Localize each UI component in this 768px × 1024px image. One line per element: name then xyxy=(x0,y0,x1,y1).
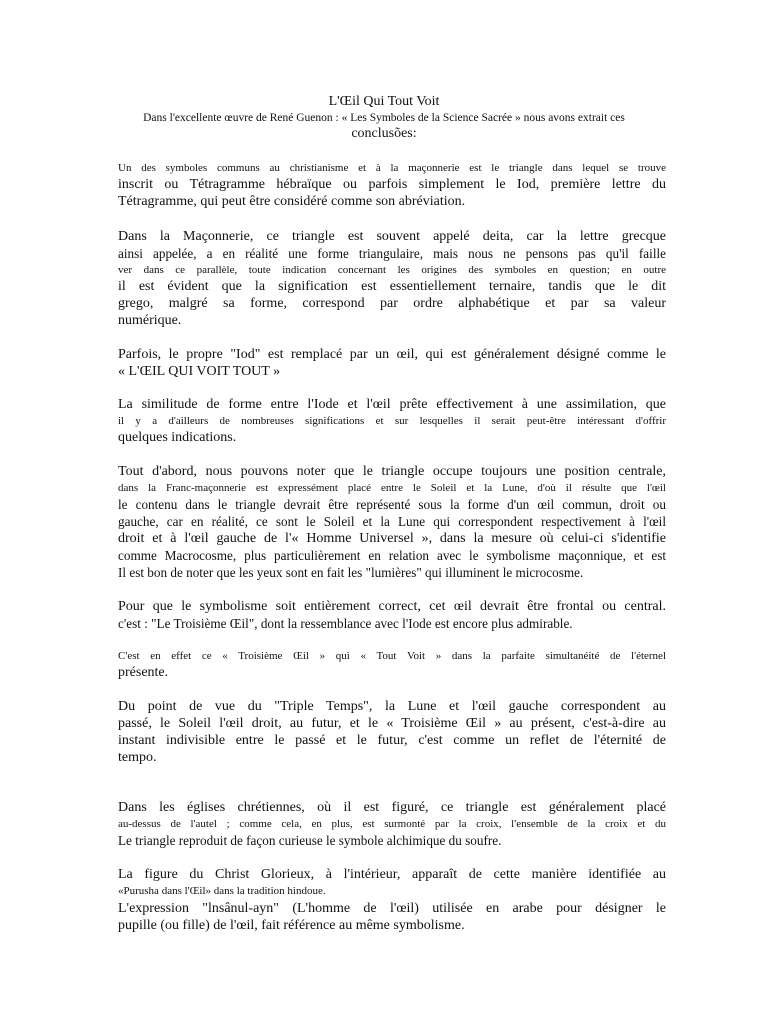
paragraph-line: le contenu dans le triangle devrait être représenté sous la forme d'un œil commun, droit ou xyxy=(118,497,666,512)
paragraph-1 xyxy=(118,160,666,210)
paragraph-line: grego, malgré sa forme, correspond par ordre alphabétique et par sa valeur xyxy=(118,296,666,311)
paragraph-line: numérique. xyxy=(118,313,182,328)
paragraph-line: La similitude de forme entre l'Iode et l'œil prête effectivement à une assimilation, que xyxy=(118,397,666,412)
paragraph-line: dans la Franc-maçonnerie est expressément placé entre le Soleil et la Lune, d'où il résulte que l'œil xyxy=(118,482,666,494)
paragraph-6 xyxy=(118,598,666,632)
paragraph-9 xyxy=(118,799,666,849)
paragraph-8 xyxy=(118,698,666,766)
paragraph-3 xyxy=(118,346,666,380)
paragraph-line: il est évident que la signification est essentiellement ternaire, tandis que le dit xyxy=(118,279,666,294)
paragraph-5 xyxy=(118,463,666,581)
paragraph-line: La figure du Christ Glorieux, à l'intérieur, apparaît de cette manière identifiée au xyxy=(118,867,666,882)
paragraph-line: Dans la Maçonnerie, ce triangle est souvent appelé deita, car la lettre grecque xyxy=(118,229,666,244)
paragraph-line: «Purusha dans l'Œil» dans la tradition hindoue. xyxy=(118,885,326,897)
paragraph-line: Tétragramme, qui peut être considéré comme son abréviation. xyxy=(118,194,466,209)
paragraph-line: Parfois, le propre "Iod" est remplacé par un œil, qui est généralement désigné comme le xyxy=(118,347,666,362)
paragraph-line: il y a d'ailleurs de nombreuses significations et sur lesquelles il serait peut-être intéressant d'offrir xyxy=(118,415,666,427)
paragraph-line: ainsi appelée, a en réalité une forme triangulaire, mais nous ne pensons pas qu'il faille xyxy=(118,246,666,261)
paragraph-line: « L'ŒIL QUI VOIT TOUT » xyxy=(118,364,281,379)
paragraph-line: gauche, car en réalité, ce sont le Soleil et la Lune qui correspondent respectivement à l'œil xyxy=(118,514,666,529)
paragraph-line: passé, le Soleil l'œil droit, au futur, et le « Troisième Œil » au présent, c'est-à-dire au xyxy=(118,716,666,731)
paragraph-line: L'expression "lnsânul-ayn" (L'homme de l'œil) utilisée en arabe pour désigner le xyxy=(118,901,666,916)
paragraph-line: Il est bon de noter que les yeux sont en fait les "lumières" qui illuminent le microcosme. xyxy=(118,565,584,580)
paragraph-2 xyxy=(118,228,666,329)
paragraph-7 xyxy=(118,648,666,681)
paragraph-10 xyxy=(118,866,666,899)
paragraph-line: Le triangle reproduit de façon curieuse le symbole alchimique du soufre. xyxy=(118,833,502,848)
page-title: L'Œil Qui Tout Voit xyxy=(328,94,440,109)
paragraph-line: inscrit ou Tétragramme hébraïque ou parfois simplement le Iod, première lettre du xyxy=(118,177,666,192)
paragraph-line: droit et à l'œil gauche de l'« Homme Universel », dans la mesure où celui-ci s'identifie xyxy=(118,531,666,546)
paragraph-line: comme Macrocosme, plus particulièrement en relation avec le symbolisme maçonnique, et est xyxy=(118,548,666,563)
paragraph-line: quelques indications. xyxy=(118,430,237,445)
paragraph-line: Du point de vue du "Triple Temps", la Lune et l'œil gauche correspondent au xyxy=(118,699,666,714)
paragraph-4 xyxy=(118,396,666,446)
paragraph-line: Tout d'abord, nous pouvons noter que le triangle occupe toujours une position centrale, xyxy=(118,464,666,479)
paragraph-line: ver dans ce parallèle, toute indication concernant les origines des symboles en question; en outre xyxy=(118,264,666,276)
paragraph-line: Dans les églises chrétiennes, où il est figuré, ce triangle est généralement placé xyxy=(118,800,666,815)
paragraph-line: instant indivisible entre le passé et le futur, c'est comme un reflet de l'éternité de xyxy=(118,733,666,748)
paragraph-line: au-dessus de l'autel ; comme cela, en plus, est surmonté par la croix, l'ensemble de la croix et du xyxy=(118,818,666,830)
paragraph-line: Un des symboles communs au christianisme et à la maçonnerie est le triangle dans lequel se trouve xyxy=(118,162,666,174)
paragraph-line: c'est : "Le Troisième Œil", dont la ressemblance avec l'Iode est encore plus admirable. xyxy=(118,616,573,631)
paragraph-line: pupille (ou fille) de l'œil, fait référence au même symbolisme. xyxy=(118,918,465,933)
title-block xyxy=(100,93,668,143)
paragraph-11 xyxy=(118,900,666,934)
paragraph-line: C'est en effet ce « Troisième Œil » qui « Tout Voit » dans la parfaite simultanéité de l'éternel xyxy=(118,650,666,662)
subtitle-line-1: Dans l'excellente œuvre de René Guenon : « Les Symboles de la Science Sacrée » nous avons extrait ces xyxy=(143,112,625,124)
paragraph-line: tempo. xyxy=(118,750,157,765)
paragraph-line: présente. xyxy=(118,665,169,680)
subtitle-line-2: conclusões: xyxy=(351,126,417,141)
paragraph-line: Pour que le symbolisme soit entièrement correct, cet œil devrait être frontal ou central. xyxy=(118,599,666,614)
